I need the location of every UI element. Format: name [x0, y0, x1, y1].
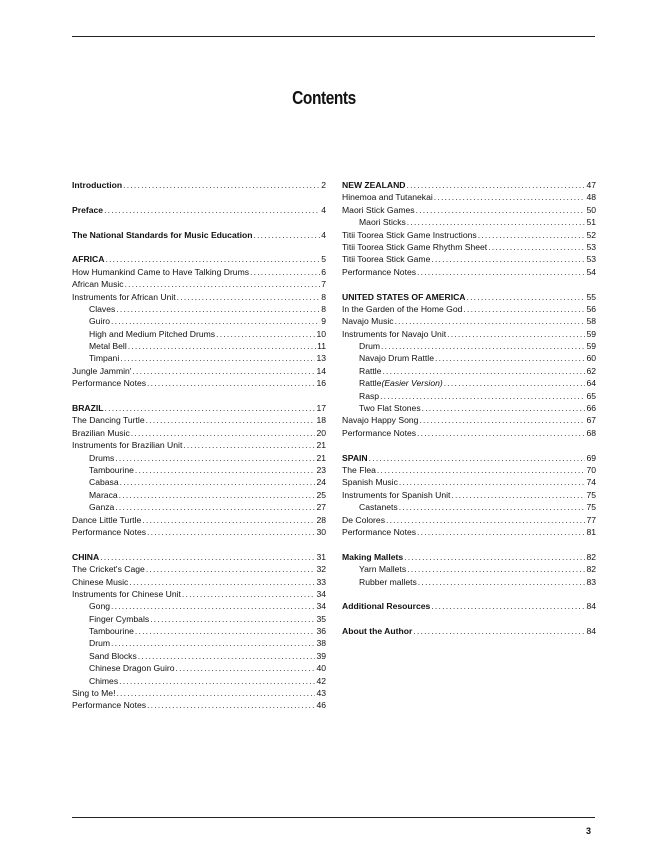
- toc-entry-label: Navajo Happy Song: [342, 415, 419, 426]
- toc-entry-label: Finger Cymbals: [89, 613, 150, 624]
- toc-entry[interactable]: [72, 687, 326, 699]
- toc-entry[interactable]: [72, 229, 326, 241]
- dot-leader: [399, 476, 586, 488]
- toc-entry-page: 34: [316, 601, 326, 612]
- toc-entry-label: Rattle: [359, 365, 382, 376]
- dot-leader: [395, 315, 586, 327]
- toc-entry[interactable]: [342, 576, 596, 588]
- toc-entry[interactable]: [342, 266, 596, 278]
- toc-entry[interactable]: [342, 464, 596, 476]
- toc-entry-page: 16: [316, 378, 326, 389]
- toc-entry-label-note: (Easier Version): [381, 378, 443, 389]
- toc-entry-page: 53: [586, 254, 596, 265]
- toc-entry-page: 13: [316, 353, 326, 364]
- toc-entry[interactable]: [342, 476, 596, 488]
- toc-entry-label: The Flea: [342, 464, 376, 475]
- toc-entry[interactable]: [72, 278, 326, 290]
- toc-entry-label: How Humankind Came to Have Talking Drums: [72, 266, 250, 277]
- dot-leader: [377, 464, 586, 476]
- toc-entry-label: Sing to Me!: [72, 688, 116, 699]
- toc-entry-label: SPAIN: [342, 452, 368, 463]
- toc-entry-label: Rattle: [359, 378, 382, 389]
- dot-leader: [135, 625, 316, 637]
- dot-leader: [419, 414, 585, 426]
- toc-entry-page: 81: [586, 526, 596, 537]
- toc-entry-page: 82: [586, 551, 596, 562]
- toc-entry-page: 84: [586, 626, 596, 637]
- dot-leader: [100, 551, 315, 563]
- toc-entry-page: 35: [316, 613, 326, 624]
- toc-entry-page: 32: [316, 564, 326, 575]
- toc-entry-page: 69: [586, 452, 596, 463]
- toc-entry-label: Yarn Mallets: [359, 564, 407, 575]
- page-title: Contents: [292, 88, 356, 108]
- toc-right-column: [342, 179, 596, 637]
- toc-entry[interactable]: [72, 352, 326, 364]
- toc-entry-label: UNITED STATES OF AMERICA: [342, 291, 466, 302]
- toc-entry[interactable]: [72, 179, 326, 191]
- toc-entry[interactable]: [342, 501, 596, 513]
- toc-entry[interactable]: [342, 229, 596, 241]
- dot-leader: [413, 625, 585, 637]
- toc-entry[interactable]: [342, 253, 596, 265]
- toc-entry-label: The National Standards for Music Education: [72, 229, 253, 240]
- toc-entry-page: 6: [321, 266, 326, 277]
- dot-leader: [147, 526, 315, 538]
- dot-leader: [435, 352, 585, 364]
- toc-entry-page: 56: [586, 303, 596, 314]
- toc-entry-page: 9: [321, 316, 326, 327]
- toc-entry-label: Drums: [89, 452, 115, 463]
- dot-leader: [422, 402, 586, 414]
- dot-leader: [417, 427, 585, 439]
- dot-leader: [382, 365, 585, 377]
- dot-leader: [177, 291, 321, 303]
- toc-entry[interactable]: [342, 514, 596, 526]
- dot-leader: [176, 662, 316, 674]
- dot-leader: [128, 340, 316, 352]
- toc-entry[interactable]: [72, 365, 326, 377]
- toc-entry-page: 40: [316, 663, 326, 674]
- toc-entry[interactable]: [342, 402, 596, 414]
- dot-leader: [463, 303, 585, 315]
- toc-entry[interactable]: [342, 191, 596, 203]
- toc-entry-page: 18: [316, 415, 326, 426]
- dot-leader: [431, 600, 585, 612]
- toc-entry-page: 30: [316, 526, 326, 537]
- dot-leader: [407, 563, 585, 575]
- toc-entry-page: 75: [586, 502, 596, 513]
- toc-entry[interactable]: [72, 340, 326, 352]
- toc-entry[interactable]: [342, 303, 596, 315]
- toc-entry-label: De Colores: [342, 514, 385, 525]
- toc-entry[interactable]: [72, 489, 326, 501]
- toc-entry[interactable]: [342, 551, 596, 563]
- toc-entry-page: 25: [316, 489, 326, 500]
- dot-leader: [250, 266, 320, 278]
- dot-leader: [417, 266, 585, 278]
- toc-entry[interactable]: [342, 414, 596, 426]
- toc-entry-label: Titii Toorea Stick Game Rhythm Sheet: [342, 241, 488, 252]
- toc-entry-label-note-wrap: [381, 377, 442, 389]
- toc-entry-label: Spanish Music: [342, 477, 398, 488]
- toc-entry-label: Maori Sticks: [359, 217, 406, 228]
- dot-leader: [138, 650, 316, 662]
- toc-entry-label: The Cricket's Cage: [72, 564, 145, 575]
- dot-leader: [111, 637, 315, 649]
- toc-entry-page: 75: [586, 489, 596, 500]
- dot-leader: [131, 427, 316, 439]
- toc-entry-label: Gong: [89, 601, 111, 612]
- toc-entry[interactable]: [342, 452, 596, 464]
- toc-entry[interactable]: [72, 563, 326, 575]
- toc-entry[interactable]: [72, 675, 326, 687]
- dot-leader: [434, 191, 586, 203]
- toc-entry[interactable]: [72, 377, 326, 389]
- toc-entry-label: Preface: [72, 204, 104, 215]
- dot-leader: [386, 514, 585, 526]
- toc-entry-page: 50: [586, 204, 596, 215]
- toc-entry-label: Tambourine: [89, 626, 134, 637]
- toc-entry[interactable]: [342, 241, 596, 253]
- toc-entry[interactable]: [72, 253, 326, 265]
- toc-entry-page: 10: [316, 328, 326, 339]
- dot-leader: [467, 291, 586, 303]
- toc-entry-page: 8: [321, 303, 326, 314]
- dot-leader: [111, 315, 320, 327]
- dot-leader: [146, 414, 316, 426]
- toc-entry-label: Performance Notes: [342, 526, 417, 537]
- toc-entry-label: Rubber mallets: [359, 576, 417, 587]
- toc-left-column: [72, 179, 326, 712]
- page-number: 3: [586, 826, 592, 836]
- toc-entry[interactable]: [72, 452, 326, 464]
- toc-entry-label: About the Author: [342, 626, 413, 637]
- dot-leader: [116, 687, 315, 699]
- toc-entry-page: 2: [321, 180, 326, 190]
- dot-leader: [115, 501, 315, 513]
- dot-leader: [182, 588, 316, 600]
- toc-entry-page: 17: [316, 403, 326, 414]
- toc-entry[interactable]: [342, 179, 596, 191]
- toc-entry-page: 62: [586, 365, 596, 376]
- toc-entry-label: Instruments for Chinese Unit: [72, 588, 181, 599]
- toc-entry[interactable]: [72, 637, 326, 649]
- toc-entry-label: Navajo Music: [342, 316, 394, 327]
- dot-leader: [120, 476, 316, 488]
- toc-entry-page: 55: [586, 291, 596, 302]
- toc-entry[interactable]: [72, 501, 326, 513]
- toc-entry-label: Jungle Jammin': [72, 365, 132, 376]
- dot-leader: [111, 600, 315, 612]
- dot-leader: [104, 204, 320, 216]
- toc-entry[interactable]: [72, 328, 326, 340]
- toc-entry-page: 46: [316, 700, 326, 711]
- dot-leader: [431, 253, 585, 265]
- dot-leader: [120, 352, 315, 364]
- toc-entry-label: Guiro: [89, 316, 111, 327]
- toc-entry-page: 64: [586, 378, 596, 389]
- toc-entry-label: Performance Notes: [342, 266, 417, 277]
- toc-entry[interactable]: [342, 204, 596, 216]
- dot-leader: [399, 501, 586, 513]
- toc-entry-page: 5: [321, 254, 326, 265]
- dot-leader: [380, 390, 585, 402]
- toc-entry-label: Sand Blocks: [89, 650, 137, 661]
- toc-entry[interactable]: [342, 625, 596, 637]
- toc-entry-label: NEW ZEALAND: [342, 180, 406, 190]
- toc-entry-label: Chinese Dragon Guiro: [89, 663, 175, 674]
- toc-entry-label: Titii Toorea Stick Game: [342, 254, 431, 265]
- toc-entry-page: 39: [316, 650, 326, 661]
- toc-entry-label: Two Flat Stones: [359, 403, 421, 414]
- dot-leader: [451, 489, 585, 501]
- toc-entry-label: African Music: [72, 279, 124, 290]
- toc-entry-page: 58: [586, 316, 596, 327]
- toc-entry[interactable]: [342, 427, 596, 439]
- toc-entry-page: 8: [321, 291, 326, 302]
- toc-entry-page: 33: [316, 576, 326, 587]
- toc-entry-page: 28: [316, 514, 326, 525]
- toc-entry-page: 27: [316, 502, 326, 513]
- toc-entry-page: 59: [586, 341, 596, 352]
- toc-entry[interactable]: [342, 340, 596, 352]
- toc-entry[interactable]: [72, 588, 326, 600]
- toc-entry[interactable]: [72, 514, 326, 526]
- toc-entry-page: 14: [316, 365, 326, 376]
- toc-entry-label: Maraca: [89, 489, 118, 500]
- dot-leader: [135, 464, 316, 476]
- toc-entry-label: AFRICA: [72, 254, 105, 265]
- toc-entry-page: 53: [586, 241, 596, 252]
- dot-leader: [125, 278, 321, 290]
- toc-entry-page: 43: [316, 688, 326, 699]
- toc-entry-page: 47: [586, 180, 596, 190]
- toc-entry-label: BRAZIL: [72, 403, 104, 414]
- toc-entry-label: Timpani: [89, 353, 120, 364]
- toc-entry[interactable]: [72, 402, 326, 414]
- toc-entry[interactable]: [72, 315, 326, 327]
- dot-leader: [147, 377, 315, 389]
- toc-entry-label: Brazilian Music: [72, 427, 130, 438]
- toc-entry-label: Navajo Drum Rattle: [359, 353, 434, 364]
- toc-entry-page: 38: [316, 638, 326, 649]
- dot-leader: [105, 253, 320, 265]
- dot-leader: [407, 179, 586, 191]
- toc-entry[interactable]: [342, 563, 596, 575]
- toc-entry-label: Introduction: [72, 180, 123, 190]
- toc-entry-page: 70: [586, 464, 596, 475]
- toc-entry-page: 82: [586, 564, 596, 575]
- toc-entry-page: 7: [321, 279, 326, 290]
- top-rule: [72, 36, 595, 37]
- toc-entry[interactable]: [342, 600, 596, 612]
- toc-entry[interactable]: [72, 204, 326, 216]
- toc-entry-page: 31: [316, 551, 326, 562]
- toc-entry-page: 54: [586, 266, 596, 277]
- toc-entry-page: 34: [316, 588, 326, 599]
- toc-entry-label: Claves: [89, 303, 116, 314]
- toc-entry-label: Drum: [359, 341, 381, 352]
- dot-leader: [417, 526, 585, 538]
- toc-entry-page: 24: [316, 477, 326, 488]
- toc-entry[interactable]: [342, 352, 596, 364]
- toc-entry[interactable]: [72, 476, 326, 488]
- toc-entry-label: Performance Notes: [72, 700, 147, 711]
- dot-leader: [444, 377, 586, 389]
- toc-entry[interactable]: [72, 427, 326, 439]
- toc-entry-page: 84: [586, 601, 596, 612]
- toc-entry-label: Performance Notes: [72, 378, 147, 389]
- toc-entry-label: In the Garden of the Home God: [342, 303, 463, 314]
- dot-leader: [447, 328, 585, 340]
- toc-entry-label: CHINA: [72, 551, 100, 562]
- toc-entry-page: 42: [316, 675, 326, 686]
- toc-entry[interactable]: [342, 315, 596, 327]
- toc-entry[interactable]: [72, 291, 326, 303]
- dot-leader: [119, 675, 315, 687]
- dot-leader: [254, 229, 321, 241]
- toc-entry-page: 48: [586, 192, 596, 203]
- dot-leader: [119, 489, 316, 501]
- dot-leader: [404, 551, 585, 563]
- toc-entry-label: Maori Stick Games: [342, 204, 415, 215]
- toc-entry-page: 60: [586, 353, 596, 364]
- toc-entry-label: Dance Little Turtle: [72, 514, 142, 525]
- toc-entry-page: 67: [586, 415, 596, 426]
- toc-entry-label: Chinese Music: [72, 576, 129, 587]
- dot-leader: [146, 563, 316, 575]
- toc-entry[interactable]: [342, 328, 596, 340]
- toc-entry-label: The Dancing Turtle: [72, 415, 145, 426]
- toc-entry-page: 52: [586, 229, 596, 240]
- dot-leader: [129, 576, 315, 588]
- dot-leader: [115, 452, 315, 464]
- toc-entry-page: 65: [586, 390, 596, 401]
- toc-entry-page: 11: [317, 341, 326, 352]
- toc-entry[interactable]: [72, 439, 326, 451]
- toc-entry-page: 20: [316, 427, 326, 438]
- toc-entry-page: 4: [321, 229, 326, 240]
- toc-entry[interactable]: [72, 526, 326, 538]
- toc-entry[interactable]: [72, 662, 326, 674]
- toc-entry[interactable]: [72, 576, 326, 588]
- toc-entry-page: 36: [316, 626, 326, 637]
- toc-entry[interactable]: [342, 365, 596, 377]
- dot-leader: [369, 452, 586, 464]
- toc-entry-page: 51: [586, 217, 596, 228]
- dot-leader: [407, 216, 586, 228]
- toc-entry[interactable]: [72, 625, 326, 637]
- toc-entry-label: Additional Resources: [342, 601, 431, 612]
- toc-entry-label: Titii Toorea Stick Game Instructions: [342, 229, 477, 240]
- bottom-rule: [72, 817, 595, 818]
- toc-entry[interactable]: [342, 526, 596, 538]
- dot-leader: [183, 439, 315, 451]
- toc-entry-label: Cabasa: [89, 477, 119, 488]
- toc-entry[interactable]: [72, 600, 326, 612]
- dot-leader: [123, 179, 320, 191]
- toc-entry-page: 4: [321, 204, 326, 215]
- toc-entry-label: Instruments for African Unit: [72, 291, 176, 302]
- dot-leader: [216, 328, 315, 340]
- toc-entry-label: Drum: [89, 638, 111, 649]
- toc-entry-page: 83: [586, 576, 596, 587]
- toc-entry-label: Metal Bell: [89, 341, 127, 352]
- toc-entry[interactable]: [342, 377, 596, 389]
- toc-entry-page: 66: [586, 403, 596, 414]
- toc-entry-page: 21: [316, 452, 326, 463]
- toc-entry-label: Performance Notes: [342, 427, 417, 438]
- toc-entry[interactable]: [72, 650, 326, 662]
- toc-entry-page: 74: [586, 477, 596, 488]
- toc-entry-page: 21: [316, 440, 326, 451]
- toc-entry-label: Performance Notes: [72, 526, 147, 537]
- toc-entry[interactable]: [72, 414, 326, 426]
- toc-entry-page: 59: [586, 328, 596, 339]
- dot-leader: [105, 402, 316, 414]
- dot-leader: [142, 514, 315, 526]
- toc-entry[interactable]: [72, 613, 326, 625]
- toc-entry[interactable]: [72, 699, 326, 711]
- toc-entry[interactable]: [72, 266, 326, 278]
- toc-entry-label: Chimes: [89, 675, 119, 686]
- toc-entry[interactable]: [72, 303, 326, 315]
- toc-entry-label: Tambourine: [89, 464, 134, 475]
- toc-entry[interactable]: [342, 390, 596, 402]
- toc-entry-label: Making Mallets: [342, 551, 404, 562]
- dot-leader: [147, 699, 315, 711]
- dot-leader: [478, 229, 586, 241]
- toc-entry[interactable]: [342, 489, 596, 501]
- dot-leader: [418, 576, 586, 588]
- toc-entry-label: High and Medium Pitched Drums: [89, 328, 216, 339]
- toc-entry-page: 77: [586, 514, 596, 525]
- toc-entry[interactable]: [72, 551, 326, 563]
- toc-entry-label: Hinemoa and Tutanekai: [342, 192, 433, 203]
- toc-entry-label: Instruments for Navajo Unit: [342, 328, 447, 339]
- dot-leader: [488, 241, 585, 253]
- dot-leader: [416, 204, 586, 216]
- toc-entry-label: Ganza: [89, 502, 115, 513]
- dot-leader: [381, 340, 585, 352]
- toc-entry-page: 23: [316, 464, 326, 475]
- toc-entry-label: Instruments for Spanish Unit: [342, 489, 451, 500]
- dot-leader: [132, 365, 315, 377]
- toc-entry-page: 68: [586, 427, 596, 438]
- toc-entry-label: Rasp: [359, 390, 380, 401]
- toc-entry[interactable]: [342, 216, 596, 228]
- toc-entry[interactable]: [72, 464, 326, 476]
- toc-entry-label: Instruments for Brazilian Unit: [72, 440, 183, 451]
- toc-entry-label: Castanets: [359, 502, 398, 513]
- toc-entry[interactable]: [342, 291, 596, 303]
- dot-leader: [150, 613, 315, 625]
- dot-leader: [116, 303, 320, 315]
